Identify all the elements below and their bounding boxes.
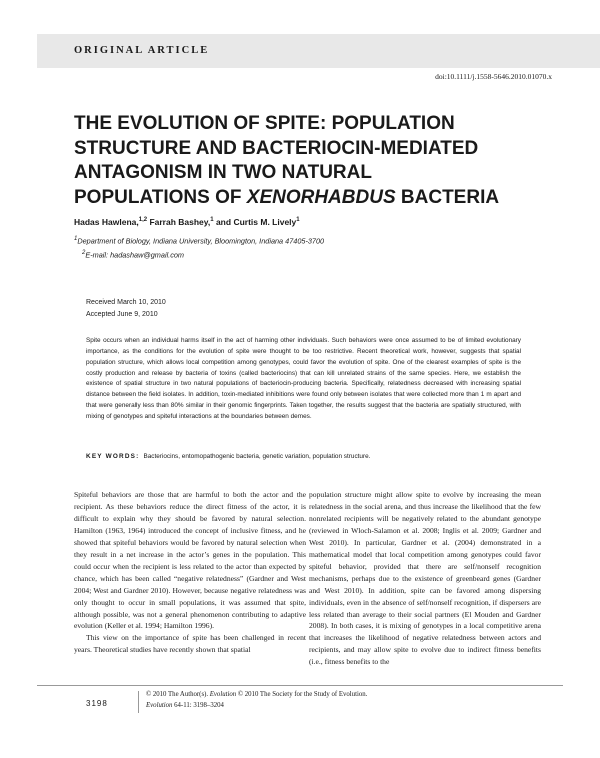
genus-name: XENORHABDUS (246, 186, 396, 208)
author-1[interactable]: Hadas Hawlena, (74, 217, 139, 227)
title-line-2: STRUCTURE AND BACTERIOCIN-MEDIATED (74, 137, 479, 159)
title-line-3: ANTAGONISM IN TWO NATURAL (74, 162, 372, 183)
body-column-left (74, 489, 306, 656)
keywords-text: Bacteriocins, entomopathogenic bacteria, genetic variation, population structure. (143, 453, 371, 460)
author-2[interactable]: Farrah Bashey, (149, 217, 211, 227)
title-line-1: THE EVOLUTION OF SPITE: POPULATION (74, 113, 455, 134)
article-title (74, 112, 544, 210)
doi[interactable]: doi:10.1111/j.1558-5646.2010.01070.x (435, 72, 552, 81)
keywords-label: KEY WORDS: (86, 453, 140, 460)
author-3[interactable]: Curtis M. Lively (233, 217, 297, 227)
paragraph-1: Spiteful behaviors are those that are harmful to both the actor and the recipient. As these behaviors reduce the direct fitness of the actor, it is difficult to explain why they should be favored by natural selection. Hamilton (1963, 1964) introduced the concept of inclusive fitness, and he showed that spiteful behaviors would be favored by natural selection when they result in a net increase in the actor’s genes in the population. This could occur when the recipient is less related to the actor than expected by chance, which has been called “negative relatedness” (Gardner and West 2004; West and Gardner 2010). However, because negative relatedness was only thought to occur in small populations, it was assumed that spite, although possible, was not a general phenomenon contributing to adaptive evolution (Keller et al. 1994; Hamilton 1996). (74, 490, 306, 631)
accepted-date: Accepted June 9, 2010 (86, 311, 158, 318)
article-type-label: ORIGINAL ARTICLE (74, 45, 210, 56)
article-type-band (37, 34, 600, 68)
citation-line: Evolution 64-11: 3198–3204 (146, 702, 224, 709)
page-number: 3198 (86, 699, 108, 708)
footer-rule (37, 685, 563, 686)
paragraph-3: population structure might allow spite to evolve by increasing the mean relatedness in the social arena, and thus increase the likelihood that the few nonrelated recipients will be negatively related to the abundant genotype (reviewed in Wloch-Salamon et al. 2008; Inglis et al. 2009; Gardner and West 2010). In particular, Gardner et al. (2004) demonstrated in a mathematical model that local competition among genotypes could favor spiteful behavior, provided that there are self/nonself recognition mechanisms, perhaps due to the existence of greenbeard genes (Gardner and West 2010). In addition, spite can be favored among dispersing individuals, even in the absence of self/nonself recognition, if dispersers are less related than average to their social partners (El Mouden and Gardner 2008). In both cases, it is mixing of genotypes in a local competitive arena that increases the likelihood of negative relatedness between actors and recipients, and may allow spite to evolve due to indirect fitness benefits (i.e., fitness benefits to the (309, 490, 541, 667)
footer-divider (138, 691, 139, 713)
keywords (86, 453, 370, 460)
received-date: Received March 10, 2010 (86, 299, 166, 306)
paragraph-2: This view on the importance of spite has been challenged in recent years. Theoretical studies have recently shown that spatial (74, 633, 306, 655)
copyright-line: © 2010 The Author(s). Evolution © 2010 The Society for the Study of Evolution. (146, 691, 368, 698)
title-line-4: POPULATIONS OF XENORHABDUS BACTERIA (74, 186, 500, 208)
contact-email[interactable]: $^2$E-mail: hadashaw@gmail.com (82, 250, 184, 260)
abstract: Spite occurs when an individual harms itself in the act of harming other individuals. Such behaviors were once assumed to be of limited evolutionary importance, as the conditions for the evolution of spite were thought to be too restrictive. Recent theoretical work, however, suggests that spatial population structure, which allows local competition among genotypes, could favor the evolution of spite. One of the clearest examples of spite is the costly production and release by bacteria of toxins (called bacteriocins) that can kill unrelated strains of the same species. Here, we establish the existence of spatial structure in two natural populations of bacteriocin-producing bacteria. Specifically, relatedness decreased with increasing spatial distance between the field isolates. In addition, toxin-mediated inhibitions were found only between isolates that were collected more than 1 m apart and that were generally less than 80% similar in their genomic fingerprints. Taken together, the results suggest that the bacteria are spatially structured, with mixing of genotypes and spiteful interactions at the boundaries between demes. (86, 337, 521, 420)
author-list: Hadas Hawlena,$^{1,2}$ Farrah Bashey,$^1$ and Curtis M. Lively$^1$ (74, 217, 300, 227)
affiliation-1: $^1$Department of Biology, Indiana University, Bloomington, Indiana 47405-3700 (74, 236, 325, 246)
body-column-right (309, 489, 541, 668)
